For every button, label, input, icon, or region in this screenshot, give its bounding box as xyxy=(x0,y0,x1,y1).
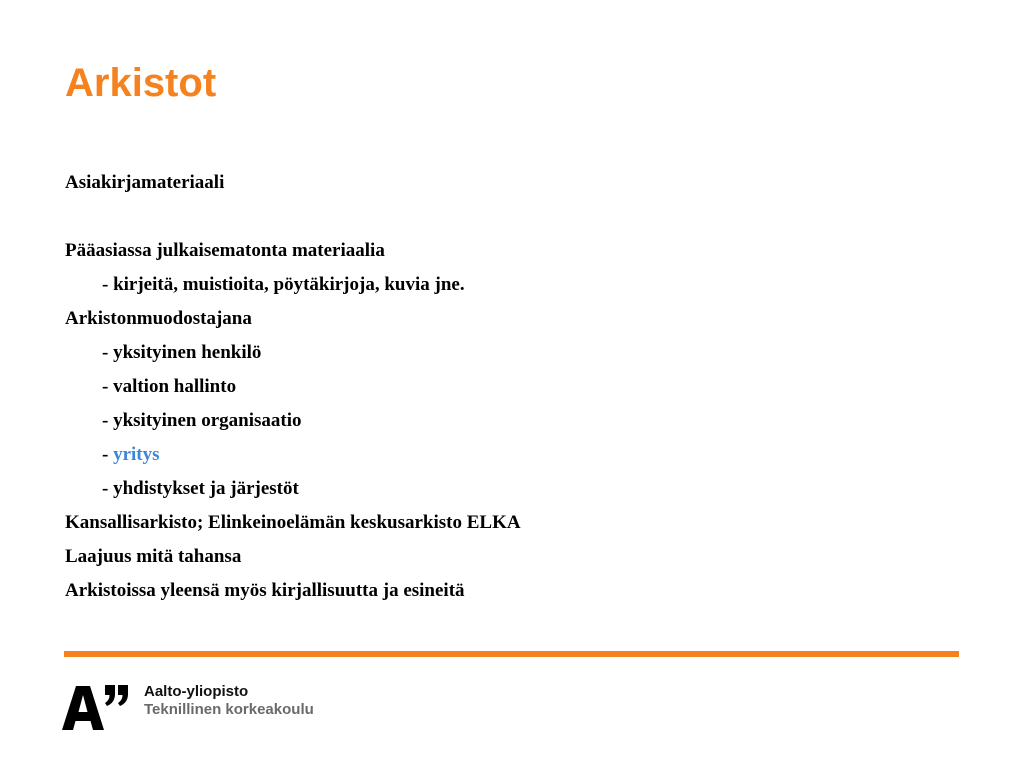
body-line-arkistonmuodostajana: Arkistonmuodostajana xyxy=(65,308,252,329)
body-line-asiakirjamateriaali: Asiakirjamateriaali xyxy=(65,172,225,193)
yritys-prefix: - xyxy=(102,444,114,465)
body-subline-yksityinen-henkilo: - yksityinen henkilö xyxy=(102,342,262,363)
body-line-laajuus: Laajuus mitä tahansa xyxy=(65,546,242,567)
logo-university-name: Aalto-yliopisto xyxy=(144,683,249,700)
aalto-logo-icon xyxy=(62,682,132,732)
body-subline-yritys xyxy=(65,438,965,472)
body-subline-yhdistykset: - yhdistykset ja järjestöt xyxy=(102,478,299,499)
body-line-paaasiassa: Pääasiassa julkaisematonta materiaalia xyxy=(65,240,385,261)
logo-school-name: Teknillinen korkeakoulu xyxy=(144,701,314,718)
body-line-kansallisarkisto: Kansallisarkisto; Elinkeinoelämän keskusarkisto ELKA xyxy=(65,512,521,533)
yritys-link[interactable]: yritys xyxy=(113,444,160,465)
logo-text xyxy=(144,683,314,719)
slide-title: Arkistot xyxy=(65,61,217,105)
footer-logo xyxy=(62,682,314,732)
body-subline-valtion-hallinto: - valtion hallinto xyxy=(102,376,237,397)
footer-divider xyxy=(64,651,959,657)
slide-body xyxy=(65,166,965,608)
body-subline-kirjeita: - kirjeitä, muistioita, pöytäkirjoja, kuvia jne. xyxy=(102,274,465,295)
body-subline-yksityinen-organisaatio: - yksityinen organisaatio xyxy=(102,410,302,431)
body-line-arkistoissa: Arkistoissa yleensä myös kirjallisuutta ja esineitä xyxy=(65,580,465,601)
